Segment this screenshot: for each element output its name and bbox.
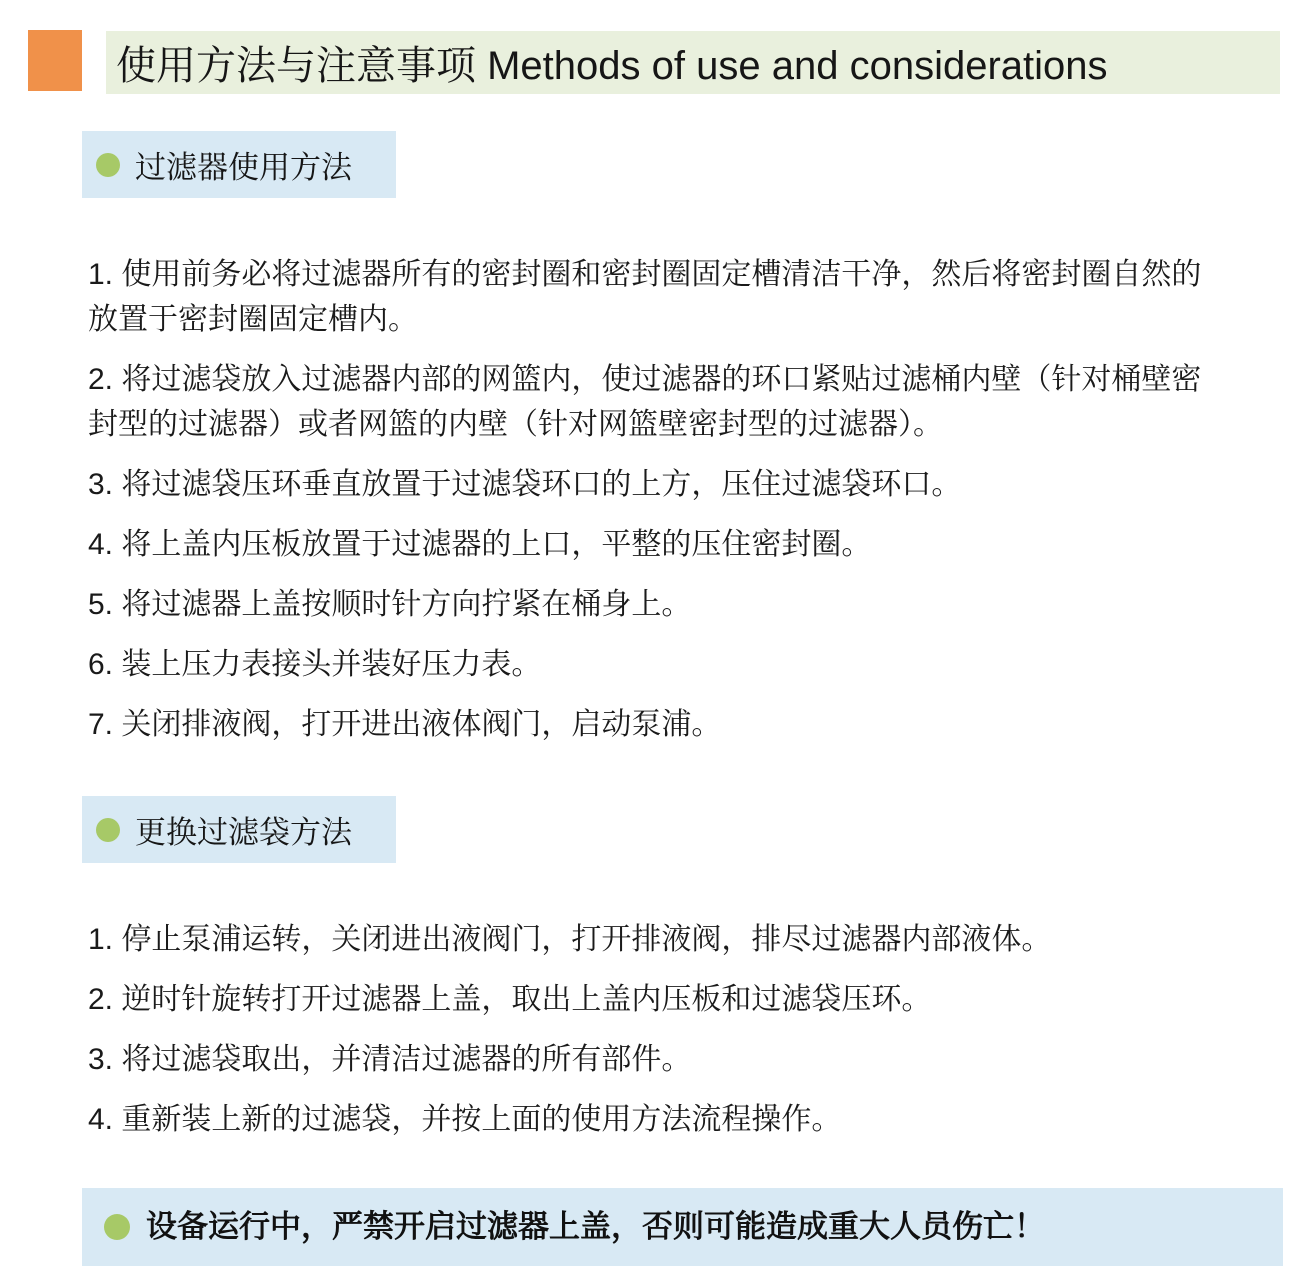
- warning-text: 设备运行中，严禁开启过滤器上盖，否则可能造成重大人员伤亡！: [146, 1209, 1045, 1245]
- bullet-dot-icon: [96, 153, 120, 177]
- replace-bag-steps: [88, 917, 1216, 1142]
- section-replace-bag: [0, 796, 1302, 1142]
- usage-step-4: 4. 将上盖内压板放置于过滤器的上口，平整的压住密封圈。: [88, 528, 872, 561]
- replace-step-1: 1. 停止泵浦运转，关闭进出液阀门，打开排液阀，排尽过滤器内部液体。: [88, 923, 1052, 956]
- section-replace-bag-title: 更换过滤袋方法: [135, 815, 352, 850]
- section-filter-usage: [0, 131, 1302, 747]
- filter-usage-steps: [88, 252, 1216, 747]
- header-accent-square: [28, 30, 82, 91]
- usage-step-7: 7. 关闭排液阀，打开进出液体阀门，启动泵浦。: [88, 708, 722, 741]
- usage-step-1: 1. 使用前务必将过滤器所有的密封圈和密封圈固定槽清洁干净，然后将密封圈自然的放置于密封圈固定槽内。: [88, 258, 1202, 336]
- bullet-dot-icon: [104, 1214, 130, 1240]
- replace-step-2: 2. 逆时针旋转打开过滤器上盖，取出上盖内压板和过滤袋压环。: [88, 983, 932, 1016]
- warning-banner: [82, 1188, 1283, 1266]
- section-replace-bag-label: [82, 796, 396, 863]
- header-bar: [106, 31, 1280, 94]
- usage-step-3: 3. 将过滤袋压环垂直放置于过滤袋环口的上方，压住过滤袋环口。: [88, 468, 962, 501]
- section-filter-usage-label: [82, 131, 396, 198]
- section-filter-usage-title: 过滤器使用方法: [135, 150, 352, 185]
- usage-step-2: 2. 将过滤袋放入过滤器内部的网篮内，使过滤器的环口紧贴过滤桶内壁（针对桶壁密封型的过滤器）或者网篮的内壁（针对网篮壁密封型的过滤器）。: [88, 363, 1202, 441]
- replace-step-3: 3. 将过滤袋取出，并清洁过滤器的所有部件。: [88, 1043, 692, 1076]
- usage-step-6: 6. 装上压力表接头并装好压力表。: [88, 648, 542, 681]
- page-title: 使用方法与注意事项 Methods of use and considerations: [116, 44, 1108, 88]
- replace-step-4: 4. 重新装上新的过滤袋，并按上面的使用方法流程操作。: [88, 1103, 842, 1136]
- page-header: [0, 31, 1302, 94]
- usage-step-5: 5. 将过滤器上盖按顺时针方向拧紧在桶身上。: [88, 588, 692, 621]
- bullet-dot-icon: [96, 818, 120, 842]
